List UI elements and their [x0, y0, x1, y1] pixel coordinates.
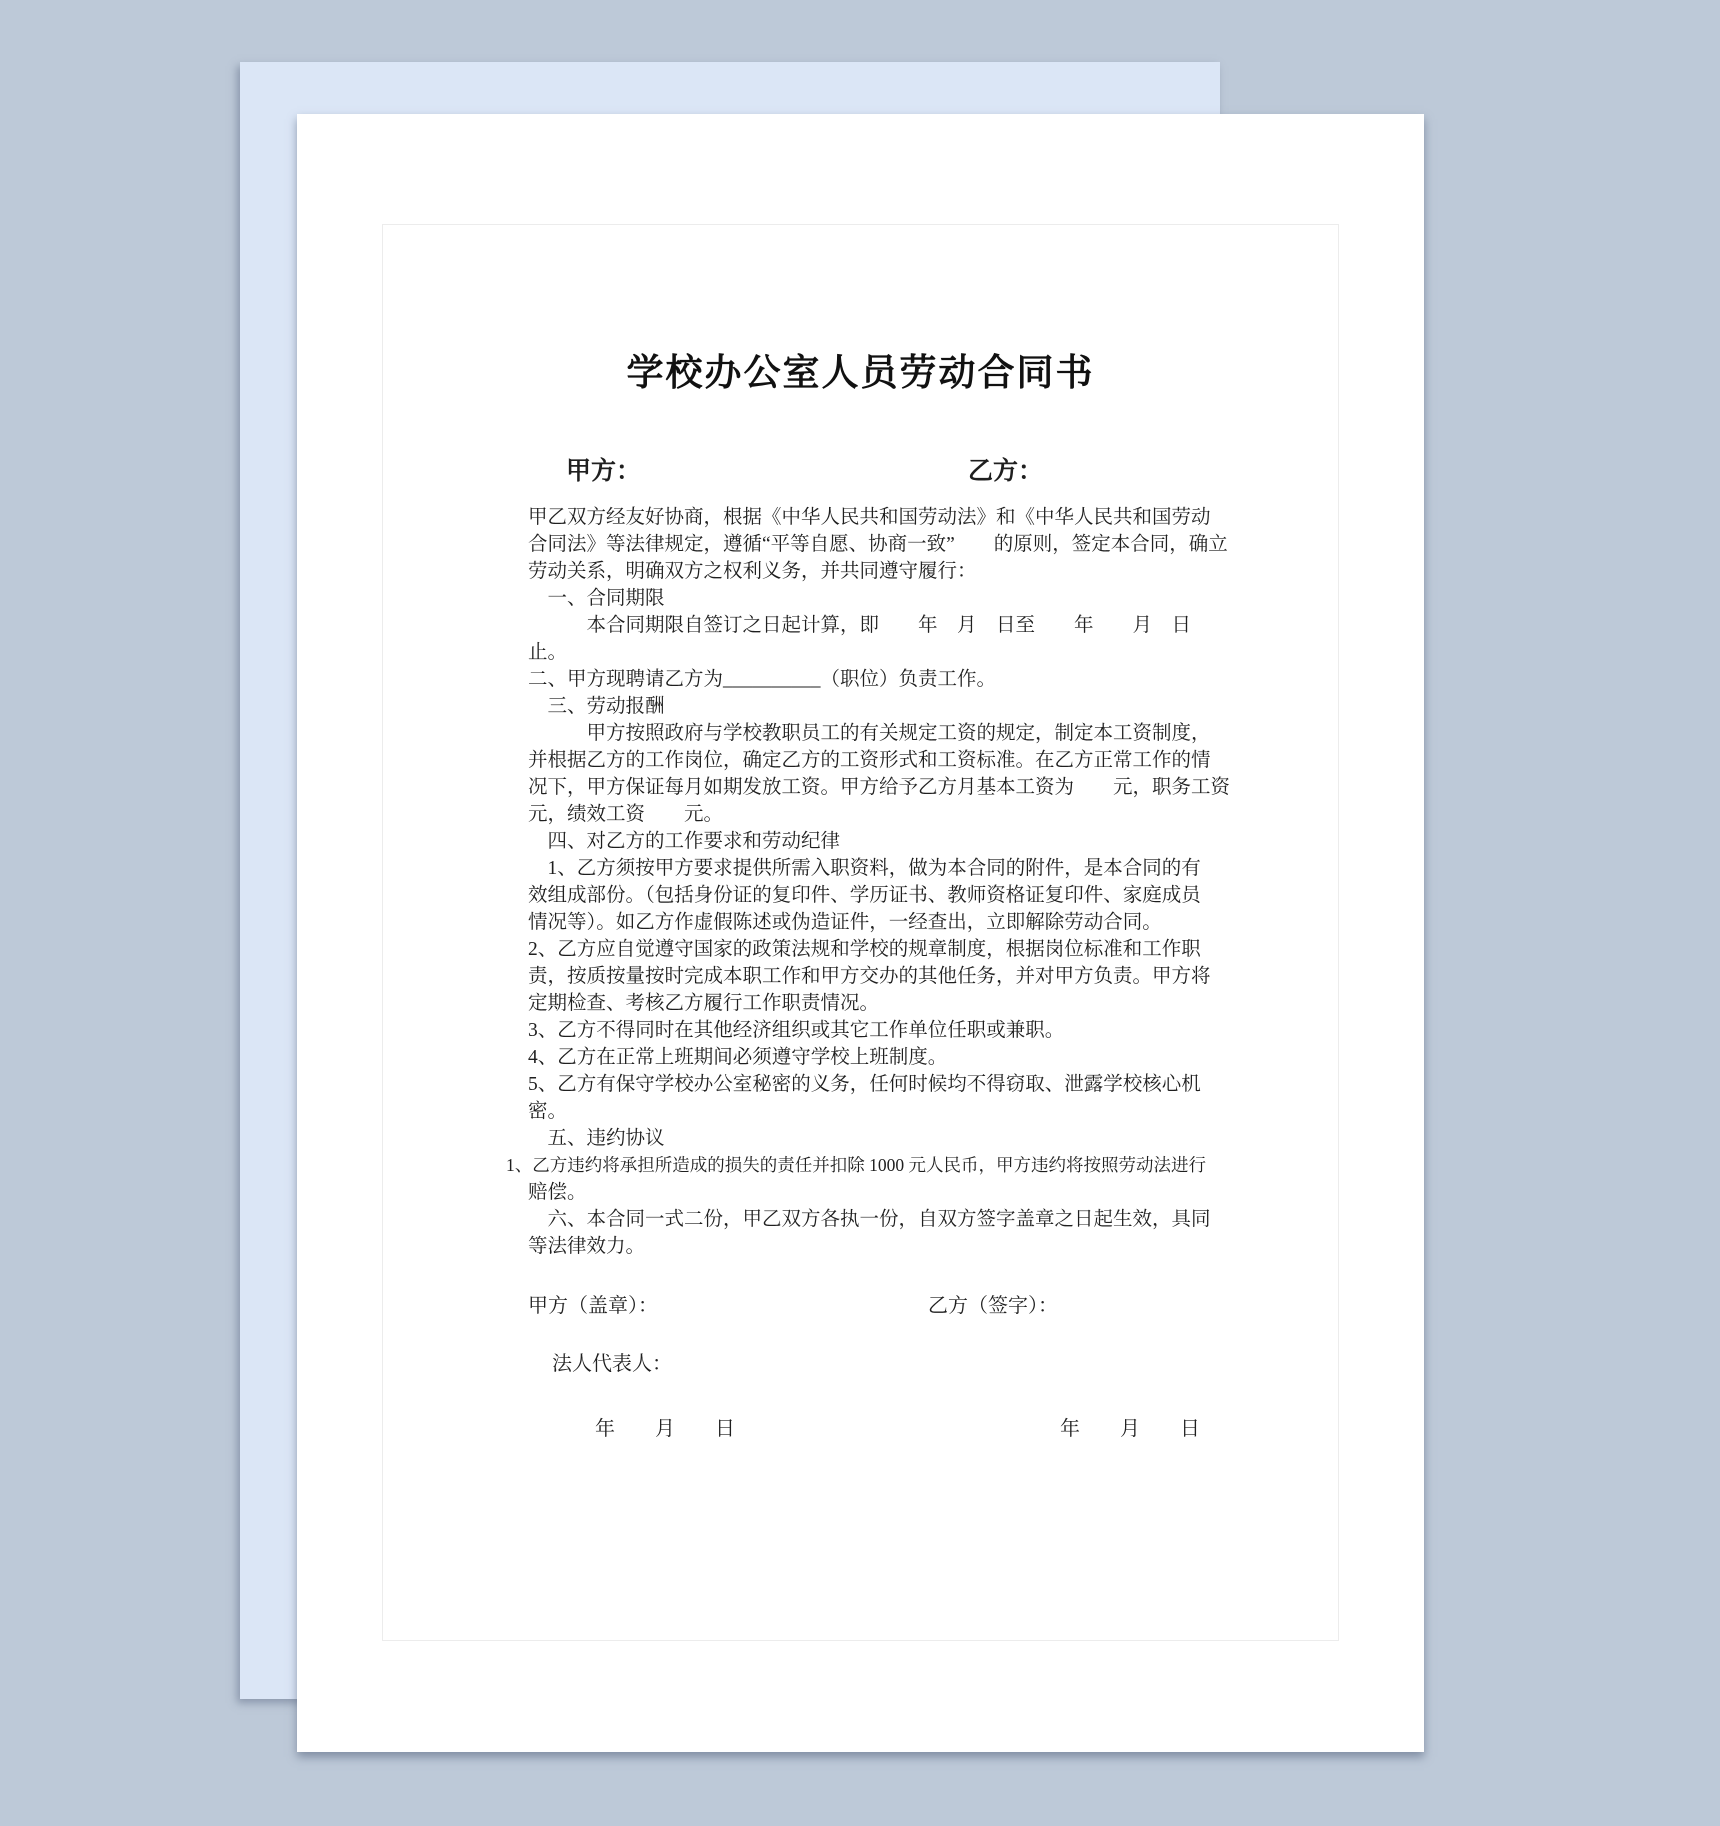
- document-page: [297, 114, 1424, 1752]
- body-line-salary-blank: 元，绩效工资 元。: [528, 804, 724, 825]
- body-line: 甲乙双方经友好协商，根据《中华人民共和国劳动法》和《中华人民共和国劳动: [528, 507, 1211, 528]
- body-line: 责，按质按量按时完成本职工作和甲方交办的其他任务，并对甲方负责。甲方将: [528, 966, 1211, 987]
- body-line-section-6: 六、本合同一式二份，甲乙双方各执一份，自双方签字盖章之日起生效，具同: [528, 1209, 1211, 1230]
- body-line-section-1-heading: 一、合同期限: [528, 588, 665, 609]
- body-line: 2、乙方应自觉遵守国家的政策法规和学校的规章制度，根据岗位标准和工作职: [528, 939, 1201, 960]
- body-line: 止。: [528, 642, 568, 663]
- date-line-party-b: 年 月 日: [1060, 1418, 1200, 1440]
- body-line: 合同法》等法律规定，遵循“平等自愿、协商一致” 的原则，签定本合同，确立: [528, 534, 1228, 555]
- body-line: 情况等）。如乙方作虚假陈述或伪造证件，一经查出，立即解除劳动合同。: [528, 912, 1162, 933]
- body-line: 劳动关系，明确双方之权利义务，并共同遵守履行：: [528, 561, 977, 582]
- body-line: 密。: [528, 1101, 568, 1122]
- body-line: 3、乙方不得同时在其他经济组织或其它工作单位任职或兼职。: [528, 1020, 1065, 1041]
- body-line: 4、乙方在正常上班期间必须遵守学校上班制度。: [528, 1047, 948, 1068]
- contract-body: [506, 504, 1244, 1260]
- body-line: 并根据乙方的工作岗位，确定乙方的工资形式和工资标准。在乙方正常工作的情: [528, 750, 1211, 771]
- party-a-seal-label: 甲方（盖章）：: [528, 1295, 658, 1317]
- body-line: 定期检查、考核乙方履行工作职责情况。: [528, 993, 880, 1014]
- legal-representative-label: 法人代表人：: [552, 1353, 672, 1375]
- date-line-party-a: 年 月 日: [595, 1418, 735, 1440]
- body-line-section-3-heading: 三、劳动报酬: [528, 696, 665, 717]
- party-b-sign-label: 乙方（签字）：: [928, 1295, 1058, 1317]
- body-line: 效组成部份。（包括身份证的复印件、学历证书、教师资格证复印件、家庭成员: [528, 885, 1201, 906]
- body-line-section-4-heading: 四、对乙方的工作要求和劳动纪律: [528, 831, 841, 852]
- body-line: 1、乙方须按甲方要求提供所需入职资料，做为本合同的附件，是本合同的有: [528, 858, 1201, 879]
- body-line: 赔偿。: [528, 1182, 587, 1203]
- party-a-label: 甲方：: [566, 458, 642, 485]
- body-line: 甲方按照政府与学校教职员工的有关规定工资的规定，制定本工资制度，: [528, 723, 1211, 744]
- body-line-section-5-heading: 五、违约协议: [528, 1128, 665, 1149]
- body-line-salary-blank: 况下，甲方保证每月如期发放工资。甲方给予乙方月基本工资为 元，职务工资: [528, 777, 1231, 798]
- body-line: 5、乙方有保守学校办公室秘密的义务，任何时候均不得窃取、泄露学校核心机: [528, 1074, 1201, 1095]
- body-line-penalty: 1、乙方违约将承担所造成的损失的责任并扣除 1000 元人民币，甲方违约将按照劳动法进行: [506, 1155, 1206, 1175]
- body-line: 等法律效力。: [528, 1236, 646, 1257]
- document-title: 学校办公室人员劳动合同书: [626, 351, 1095, 394]
- party-b-label: 乙方：: [968, 458, 1044, 485]
- body-line-term-dates: 本合同期限自签订之日起计算，即 年 月 日至 年 月 日: [528, 615, 1192, 636]
- body-line-position-blank: 二、甲方现聘请乙方为__________（职位）负责工作。: [528, 669, 997, 690]
